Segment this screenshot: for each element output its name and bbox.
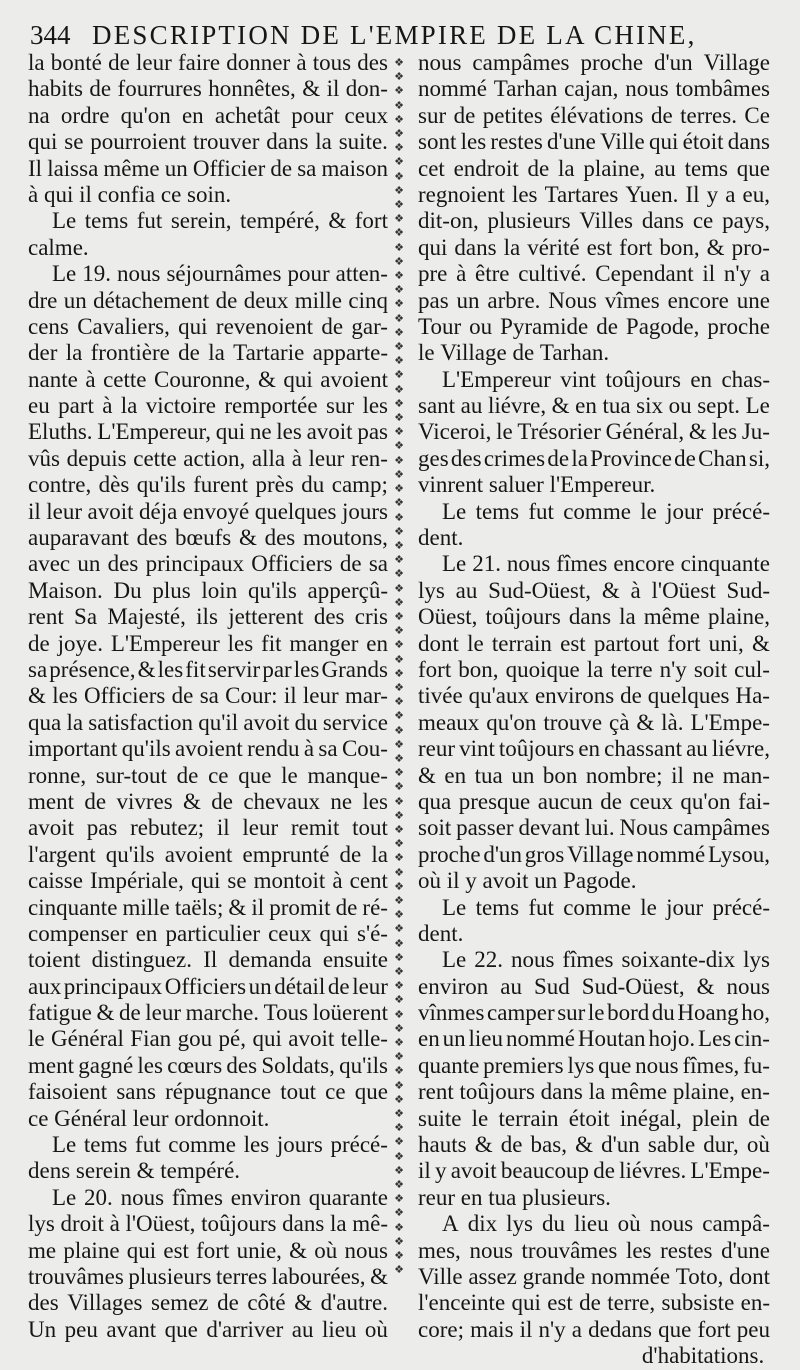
text-line: Le 21. nous fîmes encore cinquante bbox=[442, 551, 770, 577]
text-line: ment de vivres & de chevaux ne les bbox=[28, 788, 388, 814]
text-line: de joye. L'Empereur les fit manger en bbox=[28, 630, 388, 656]
ornamental-column-divider: ❖ ❖ ❖ ❖ ❖ ❖ ❖ ❖ ❖ ❖ ❖ ❖ ❖ ❖ ❖ ❖ ❖ ❖ ❖ ❖ ❖ ❖ ❖ ❖ ❖ ❖ ❖ ❖ ❖ ❖ ❖ ❖ ❖ ❖ ❖ ❖ ❖ ❖ ❖ ❖ ❖ ❖ ❖ ❖ ❖ ❖ ❖ ❖ ❖ ❖ ❖ ❖ ❖ ❖ ❖ ❖ ❖ ❖ ❖ ❖ ❖ ❖ ❖ ❖ ❖ ❖ ❖ ❖ ❖ ❖ ❖ ❖ ❖ ❖ ❖ ❖ ❖ ❖ ❖ ❖ ❖ ❖ ❖ ❖ ❖ ❖ bbox=[394, 56, 404, 1277]
text-line: contre, dès qu'ils furent près du camp; bbox=[28, 472, 388, 498]
text-line: reur en tua plusieurs. bbox=[418, 1184, 611, 1210]
text-line: Eluths. L'Empereur, qui ne les avoit pas bbox=[28, 419, 388, 445]
text-line: fort bon, quoique la terre n'y soit cul- bbox=[418, 656, 770, 682]
text-line: en un lieu nommé Houtan hojo. Les cin- bbox=[418, 1026, 770, 1052]
text-line: cens Cavaliers, qui revenoient de gar- bbox=[28, 313, 388, 339]
text-line: il y avoit beaucoup de liévres. L'Empe- bbox=[418, 1158, 770, 1184]
text-line: d'habitations. bbox=[641, 1343, 765, 1369]
text-line: compenser en particulier ceux qui s'é- bbox=[28, 920, 388, 946]
text-line: hauts & de bas, & d'un sable dur, où bbox=[418, 1132, 770, 1158]
text-line: toient distinguez. Il demanda ensuite bbox=[28, 947, 388, 973]
text-line: Le 22. nous fîmes soixante-dix lys bbox=[442, 947, 770, 973]
text-line: Viceroi, le Trésorier Général, & les Ju- bbox=[418, 419, 770, 445]
text-line: l'argent qu'ils avoient emprunté de la bbox=[28, 841, 388, 867]
text-line: core; mais il n'y a dedans que fort peu bbox=[418, 1316, 770, 1342]
text-line: sont les restes d'une Ville qui étoit dans bbox=[418, 129, 770, 155]
text-line: Un peu avant que d'arriver au lieu où bbox=[28, 1316, 388, 1342]
text-line: nous campâmes proche d'un Village bbox=[418, 50, 770, 75]
text-line: ment gagné les cœurs des Soldats, qu'ils bbox=[28, 1052, 388, 1078]
text-line: avoit pas rebutez; il leur remit tout bbox=[28, 815, 388, 841]
text-line: ronne, sur-tout de ce que le manque- bbox=[28, 762, 388, 788]
text-line: me plaine qui est fort unie, & où nous bbox=[28, 1237, 388, 1263]
text-line: qui dans la vérité est fort bon, & pro- bbox=[418, 234, 770, 260]
text-line: rent Sa Majesté, ils jetterent des cris bbox=[28, 604, 388, 630]
text-line: qua presque aucun de ceux qu'on fai- bbox=[418, 788, 770, 814]
text-line: avec un des principaux Officiers de sa bbox=[28, 551, 388, 577]
text-line: vûs depuis cette action, alla à leur ren- bbox=[28, 445, 388, 471]
text-line: aux principaux Officiers un détail de leur bbox=[28, 973, 388, 999]
text-line: Le 19. nous séjournâmes pour atten- bbox=[52, 261, 388, 287]
text-line: pre à être cultivé. Cependant il n'y a bbox=[418, 261, 770, 287]
text-line: soit passer devant lui. Nous campâmes bbox=[418, 815, 770, 841]
text-line: & en tua un bon nombre; il ne man- bbox=[418, 762, 770, 788]
text-line: sur de petites élévations de terres. Ce bbox=[418, 102, 770, 128]
text-line: vinrent saluer l'Empereur. bbox=[418, 472, 656, 498]
text-line: la bonté de leur faire donner à tous des bbox=[28, 50, 388, 75]
text-line: important qu'ils avoient rendu à sa Cou- bbox=[28, 736, 388, 762]
text-line: pas un arbre. Nous vîmes encore une bbox=[418, 287, 770, 313]
text-line: dre un détachement de deux mille cinq bbox=[28, 287, 388, 313]
text-line: auparavant des bœufs & des moutons, bbox=[28, 525, 388, 551]
text-line: dent. bbox=[418, 920, 464, 946]
running-title: DESCRIPTION DE L'EMPIRE DE LA CHINE, bbox=[92, 20, 697, 50]
text-line: L'Empereur vint toûjours en chas- bbox=[442, 366, 770, 392]
text-line: Le 20. nous fîmes environ quarante bbox=[52, 1184, 388, 1210]
text-line: tivée qu'aux environs de quelques Ha- bbox=[418, 683, 770, 709]
text-line: caisse Impériale, qui se montoit à cent bbox=[28, 868, 388, 894]
text-line: à qui il confia ce soin. bbox=[28, 181, 232, 207]
text-line: faisoient sans répugnance tout ce que bbox=[28, 1079, 388, 1105]
text-line: mes, nous trouvâmes les restes d'une bbox=[418, 1237, 770, 1263]
text-line: Maison. Du plus loin qu'ils apperçû- bbox=[28, 577, 388, 603]
text-line: cet endroit de la plaine, au tems que bbox=[418, 155, 770, 181]
text-line: nommé Tarhan cajan, nous tombâmes bbox=[418, 76, 770, 102]
text-line: qui se pourroient trouver dans la suite. bbox=[28, 129, 388, 155]
left-text-column bbox=[28, 50, 388, 1343]
text-line: reur vint toûjours en chassant au liévre, bbox=[418, 736, 770, 762]
text-line: & les Officiers de sa Cour: il leur mar- bbox=[28, 683, 388, 709]
text-line: Tour ou Pyramide de Pagode, proche bbox=[418, 313, 770, 339]
text-line: calme. bbox=[28, 234, 89, 260]
text-line: suite le terrain étoit inégal, plein de bbox=[418, 1105, 770, 1131]
text-line: l'enceinte qui est de terre, subsiste en- bbox=[418, 1290, 770, 1316]
text-line: proche d'un gros Village nommé Lysou, bbox=[418, 841, 770, 867]
text-line: habits de fourrures honnêtes, & il don- bbox=[28, 76, 388, 102]
text-line: quante premiers lys que nous fîmes, fu- bbox=[418, 1052, 770, 1078]
text-line: der la frontière de la Tartarie apparte- bbox=[28, 340, 388, 366]
text-line: où il y avoit un Pagode. bbox=[418, 868, 637, 894]
right-text-column bbox=[418, 50, 770, 1370]
text-line: le Général Fian gou pé, qui avoit telle- bbox=[28, 1026, 388, 1052]
text-line: dit-on, plusieurs Villes dans ce pays, bbox=[418, 208, 770, 234]
text-line: Il laissa même un Officier de sa maison bbox=[28, 155, 388, 181]
text-line: lys droit à l'Oüest, toûjours dans la mê- bbox=[28, 1211, 388, 1237]
text-line: na ordre qu'on en achetât pour ceux bbox=[28, 102, 388, 128]
text-line: Oüest, toûjours dans la même plaine, bbox=[418, 604, 770, 630]
text-line: A dix lys du lieu où nous campâ- bbox=[442, 1211, 770, 1237]
text-line: des Villages semez de côté & d'autre. bbox=[28, 1290, 388, 1316]
text-line: meaux qu'on trouve çà & là. L'Empe- bbox=[418, 709, 770, 735]
text-line: dont le terrain est partout fort uni, & bbox=[418, 630, 770, 656]
text-line: le Village de Tarhan. bbox=[418, 340, 610, 366]
text-line: dent. bbox=[418, 525, 464, 551]
text-line: trouvâmes plusieurs terres labourées, & bbox=[28, 1263, 388, 1289]
text-line: dens serein & tempéré. bbox=[28, 1158, 241, 1184]
text-line: eu part à la victoire remportée sur les bbox=[28, 393, 388, 419]
text-line: ges des crimes de la Province de Chan si, bbox=[418, 445, 770, 471]
text-line: cinquante mille taëls; & il promit de ré- bbox=[28, 894, 388, 920]
text-line: vînmes camper sur le bord du Hoang ho, bbox=[418, 1000, 770, 1026]
text-line: Ville assez grande nommée Toto, dont bbox=[418, 1263, 770, 1289]
text-line: sant au liévre, & en tua six ou sept. Le bbox=[418, 393, 770, 419]
text-line: ce Général leur ordonnoit. bbox=[28, 1105, 270, 1131]
text-line: sa présence, & les fit servir par les Grands bbox=[28, 656, 388, 682]
page-number: 344 bbox=[30, 20, 71, 50]
text-line: fatigue & de leur marche. Tous loüerent bbox=[28, 1000, 388, 1026]
text-line: lys au Sud-Oüest, & à l'Oüest Sud- bbox=[418, 577, 770, 603]
text-line: qua la satisfaction qu'il avoit du service bbox=[28, 709, 388, 735]
text-line: rent toûjours dans la même plaine, en- bbox=[418, 1079, 770, 1105]
text-line: Le tems fut comme le jour précé- bbox=[442, 894, 770, 920]
text-line: Le tems fut serein, tempéré, & fort bbox=[52, 208, 388, 234]
text-line: il leur avoit déja envoyé quelques jours bbox=[28, 498, 388, 524]
text-line: Le tems fut comme le jour précé- bbox=[442, 498, 770, 524]
text-line: Le tems fut comme les jours précé- bbox=[52, 1132, 388, 1158]
text-line: environ au Sud Sud-Oüest, & nous bbox=[418, 973, 770, 999]
text-line: regnoient les Tartares Yuen. Il y a eu, bbox=[418, 181, 770, 207]
page-header bbox=[30, 20, 790, 54]
text-line: nante à cette Couronne, & qui avoient bbox=[28, 366, 388, 392]
